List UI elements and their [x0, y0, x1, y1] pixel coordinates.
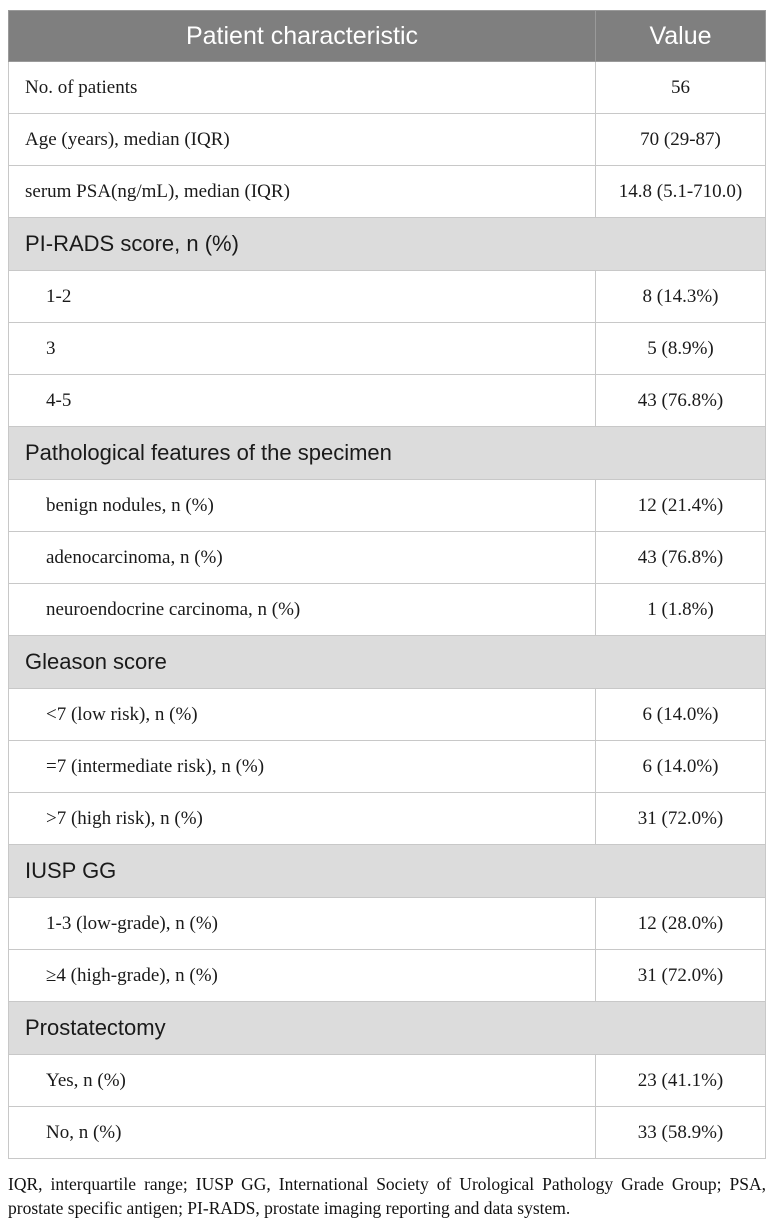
row-label: neuroendocrine carcinoma, n (%) — [9, 584, 596, 636]
row-label: Yes, n (%) — [9, 1055, 596, 1107]
section-row — [9, 1002, 766, 1055]
row-value: 23 (41.1%) — [596, 1055, 766, 1107]
row-value: 12 (21.4%) — [596, 480, 766, 532]
row-label: 1-3 (low-grade), n (%) — [9, 898, 596, 950]
header-value: Value — [596, 11, 766, 62]
table-header-row — [9, 11, 766, 62]
section-label: PI-RADS score, n (%) — [9, 218, 766, 271]
table-row — [9, 741, 766, 793]
table-row — [9, 1055, 766, 1107]
row-value: 6 (14.0%) — [596, 741, 766, 793]
row-label: 1-2 — [9, 271, 596, 323]
row-label: <7 (low risk), n (%) — [9, 689, 596, 741]
row-value: 43 (76.8%) — [596, 375, 766, 427]
row-value: 12 (28.0%) — [596, 898, 766, 950]
row-value: 5 (8.9%) — [596, 323, 766, 375]
table-row — [9, 898, 766, 950]
row-label: No, n (%) — [9, 1107, 596, 1159]
table-row — [9, 375, 766, 427]
row-label: ≥4 (high-grade), n (%) — [9, 950, 596, 1002]
section-label: Prostatectomy — [9, 1002, 766, 1055]
table-row — [9, 323, 766, 375]
table-row — [9, 950, 766, 1002]
header-patient-characteristic: Patient characteristic — [9, 11, 596, 62]
table-row — [9, 793, 766, 845]
row-label: serum PSA(ng/mL), median (IQR) — [9, 166, 596, 218]
table-body — [9, 62, 766, 1159]
table-row — [9, 62, 766, 114]
section-row — [9, 218, 766, 271]
table-row — [9, 480, 766, 532]
row-label: 3 — [9, 323, 596, 375]
table-row — [9, 114, 766, 166]
table-row — [9, 584, 766, 636]
section-label: Gleason score — [9, 636, 766, 689]
table-row — [9, 1107, 766, 1159]
row-label: Age (years), median (IQR) — [9, 114, 596, 166]
section-label: Pathological features of the specimen — [9, 427, 766, 480]
section-label: IUSP GG — [9, 845, 766, 898]
section-row — [9, 636, 766, 689]
row-value: 8 (14.3%) — [596, 271, 766, 323]
table-row — [9, 166, 766, 218]
row-label: benign nodules, n (%) — [9, 480, 596, 532]
row-label: adenocarcinoma, n (%) — [9, 532, 596, 584]
row-value: 33 (58.9%) — [596, 1107, 766, 1159]
section-row — [9, 427, 766, 480]
table-footnote: IQR, interquartile range; IUSP GG, International Society of Urological Pathology Grade Group; PSA, prostate specific antigen; PI-RADS, prostate imaging reporting and data system. — [8, 1174, 766, 1218]
row-value: 1 (1.8%) — [596, 584, 766, 636]
row-label: No. of patients — [9, 62, 596, 114]
row-value: 70 (29-87) — [596, 114, 766, 166]
row-value: 43 (76.8%) — [596, 532, 766, 584]
table-row — [9, 689, 766, 741]
characteristics-table-container — [8, 10, 765, 1159]
table-row — [9, 532, 766, 584]
patient-characteristics-table — [8, 10, 766, 1159]
row-value: 31 (72.0%) — [596, 950, 766, 1002]
table-row — [9, 271, 766, 323]
row-value: 56 — [596, 62, 766, 114]
row-value: 31 (72.0%) — [596, 793, 766, 845]
row-value: 6 (14.0%) — [596, 689, 766, 741]
row-value: 14.8 (5.1-710.0) — [596, 166, 766, 218]
row-label: >7 (high risk), n (%) — [9, 793, 596, 845]
row-label: =7 (intermediate risk), n (%) — [9, 741, 596, 793]
section-row — [9, 845, 766, 898]
row-label: 4-5 — [9, 375, 596, 427]
